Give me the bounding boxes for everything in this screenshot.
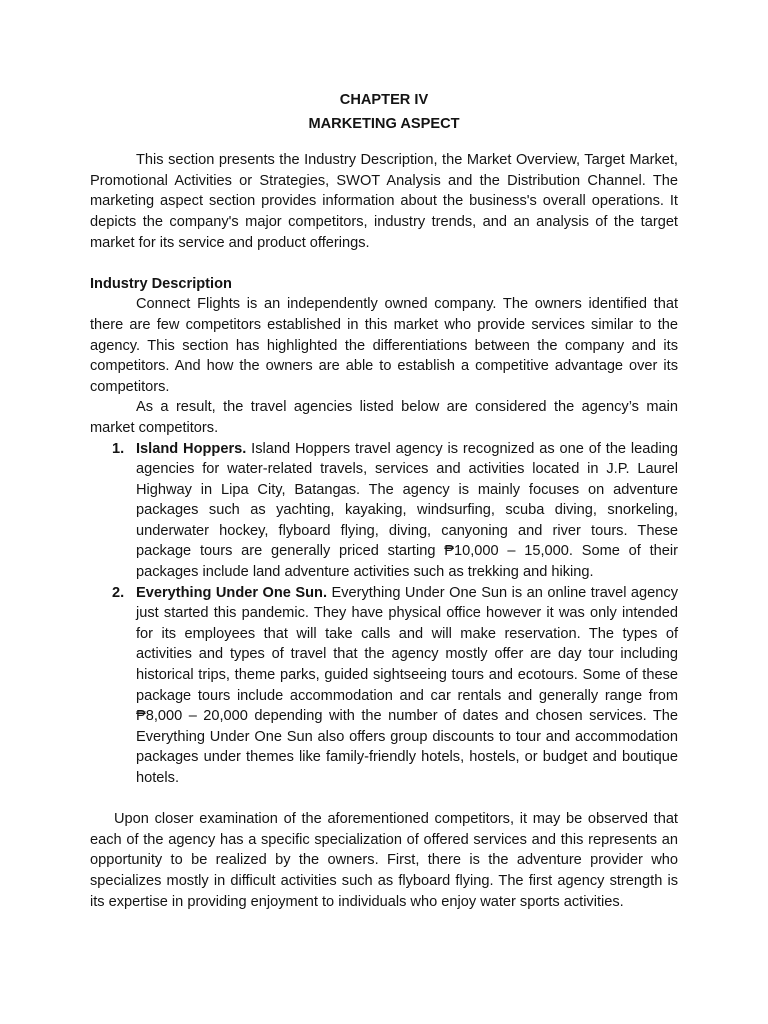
- competitor-name: Island Hoppers.: [136, 440, 247, 457]
- list-number: 2.: [112, 584, 125, 601]
- document-body: [90, 90, 678, 912]
- list-number: 1.: [112, 440, 125, 457]
- competitor-description: Everything Under One Sun is an online travel agency just started this pandemic. They have physical office however it was only intended for its employees that will take calls and will make reservation. The types of activities and types of travel that the agency mostly offer are day tour including historical trips, theme parks, guided sightseeing tours and ecotours. Some of these package tours include accommodation and car rentals and generally range from ₱8,000 – 20,000 depending with the number of dates and chosen services. The Everything Under One Sun also offers group discounts to tour and accommodation packages under themes like family-friendly hotels, hostels, or budget and boutique hotels.: [136, 584, 678, 786]
- intro-paragraph: This section presents the Industry Description, the Market Overview, Target Market, Promotional Activities or Strategies, SWOT Analysis and the Distribution Channel. The marketing aspect section provides information about the business's overall operations. It depicts the company's major competitors, industry trends, and an analysis of the target market for its service and product offerings.: [90, 152, 678, 251]
- chapter-title: CHAPTER IV: [339, 92, 429, 108]
- closing-paragraph: Upon closer examination of the aforementioned competitors, it may be observed that each of the agency has a specific specialization of offered services and this represents an opportunity to be realized by the owners. First, there is the adventure provider who specializes mostly in difficult activities such as flyboard flying. The first agency strength is its expertise in providing enjoyment to individuals who enjoy water sports activities.: [90, 811, 678, 910]
- industry-paragraph-1: Connect Flights is an independently owned company. The owners identified that there are few competitors established in this market who provide services similar to the agency. This section has highlighted the differentiations between the company and its competitors. And how the owners are able to establish a competitive advantage over its competitors.: [90, 296, 678, 395]
- industry-description-heading: Industry Description: [90, 275, 232, 292]
- competitor-item: [90, 583, 678, 789]
- industry-paragraph-2: As a result, the travel agencies listed below are considered the agency’s main market competitors.: [90, 399, 678, 436]
- competitor-name: Everything Under One Sun.: [136, 584, 328, 601]
- competitor-item: [90, 439, 678, 583]
- section-title: MARKETING ASPECT: [308, 115, 460, 132]
- competitor-description: Island Hoppers travel agency is recognized as one of the leading agencies for water-related travels, services and activities located in J.P. Laurel Highway in Lipa City, Batangas. The agency is mainly focuses on adventure packages such as yachting, kayaking, windsurfing, scuba diving, snorkeling, underwater hockey, flyboard flying, diving, canyoning and river tours. These package tours are generally priced starting ₱10,000 – 15,000. Some of their packages include land adventure activities such as trekking and hiking.: [136, 440, 678, 581]
- competitor-list: [90, 439, 678, 789]
